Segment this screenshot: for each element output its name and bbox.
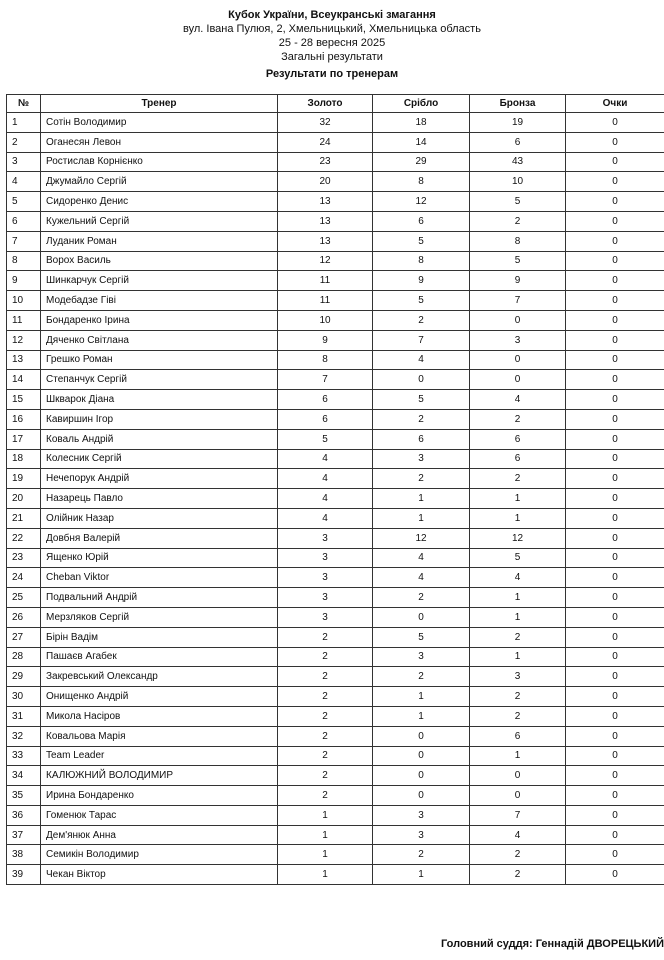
cell-gold: 7: [278, 370, 373, 390]
cell-number: 24: [7, 568, 41, 588]
cell-coach: Довбня Валерій: [41, 528, 278, 548]
cell-points: 0: [566, 390, 664, 410]
cell-bronze: 2: [470, 706, 566, 726]
column-header-number: №: [7, 95, 41, 113]
cell-number: 20: [7, 489, 41, 509]
cell-number: 12: [7, 330, 41, 350]
cell-gold: 2: [278, 786, 373, 806]
cell-points: 0: [566, 726, 664, 746]
cell-bronze: 2: [470, 469, 566, 489]
cell-number: 29: [7, 667, 41, 687]
table-row: [7, 766, 664, 786]
cell-number: 25: [7, 588, 41, 608]
cell-gold: 32: [278, 113, 373, 133]
cell-silver: 0: [373, 370, 470, 390]
table-row: [7, 251, 664, 271]
cell-number: 30: [7, 687, 41, 707]
cell-bronze: 2: [470, 865, 566, 885]
cell-bronze: 43: [470, 152, 566, 172]
cell-points: 0: [566, 528, 664, 548]
cell-coach: Шкварок Діана: [41, 390, 278, 410]
table-row: [7, 330, 664, 350]
cell-coach: Нечепорук Андрій: [41, 469, 278, 489]
cell-gold: 4: [278, 469, 373, 489]
cell-number: 34: [7, 766, 41, 786]
cell-gold: 13: [278, 211, 373, 231]
cell-bronze: 2: [470, 627, 566, 647]
column-header-coach: Тренер: [41, 95, 278, 113]
table-row: [7, 627, 664, 647]
table-row: [7, 845, 664, 865]
cell-number: 35: [7, 786, 41, 806]
cell-gold: 2: [278, 766, 373, 786]
cell-silver: 1: [373, 706, 470, 726]
cell-silver: 4: [373, 350, 470, 370]
cell-bronze: 0: [470, 370, 566, 390]
table-row: [7, 548, 664, 568]
cell-number: 32: [7, 726, 41, 746]
cell-number: 6: [7, 211, 41, 231]
cell-bronze: 0: [470, 786, 566, 806]
cell-gold: 6: [278, 409, 373, 429]
cell-number: 14: [7, 370, 41, 390]
cell-points: 0: [566, 805, 664, 825]
cell-points: 0: [566, 113, 664, 133]
cell-number: 1: [7, 113, 41, 133]
table-row: [7, 805, 664, 825]
cell-silver: 0: [373, 726, 470, 746]
cell-silver: 6: [373, 429, 470, 449]
cell-points: 0: [566, 706, 664, 726]
cell-gold: 1: [278, 805, 373, 825]
cell-silver: 0: [373, 607, 470, 627]
cell-bronze: 10: [470, 172, 566, 192]
cell-points: 0: [566, 825, 664, 845]
cell-gold: 3: [278, 528, 373, 548]
cell-gold: 9: [278, 330, 373, 350]
cell-silver: 18: [373, 113, 470, 133]
cell-number: 22: [7, 528, 41, 548]
cell-coach: Олійник Назар: [41, 508, 278, 528]
table-row: [7, 786, 664, 806]
cell-points: 0: [566, 667, 664, 687]
cell-silver: 2: [373, 310, 470, 330]
cell-silver: 1: [373, 489, 470, 509]
cell-number: 21: [7, 508, 41, 528]
cell-bronze: 2: [470, 687, 566, 707]
event-dates: 25 - 28 вересня 2025: [278, 37, 386, 49]
table-row: [7, 687, 664, 707]
chief-judge: [0, 938, 664, 950]
cell-silver: 1: [373, 508, 470, 528]
cell-points: 0: [566, 865, 664, 885]
table-row: [7, 508, 664, 528]
cell-number: 3: [7, 152, 41, 172]
cell-gold: 3: [278, 568, 373, 588]
cell-coach: Дяченко Світлана: [41, 330, 278, 350]
cell-gold: 1: [278, 865, 373, 885]
cell-points: 0: [566, 409, 664, 429]
cell-number: 18: [7, 449, 41, 469]
cell-gold: 20: [278, 172, 373, 192]
table-row: [7, 152, 664, 172]
cell-bronze: 2: [470, 409, 566, 429]
cell-bronze: 4: [470, 568, 566, 588]
cell-number: 8: [7, 251, 41, 271]
cell-points: 0: [566, 271, 664, 291]
cell-points: 0: [566, 588, 664, 608]
cell-points: 0: [566, 607, 664, 627]
cell-points: 0: [566, 647, 664, 667]
cell-silver: 0: [373, 766, 470, 786]
cell-coach: Луданик Роман: [41, 231, 278, 251]
cell-silver: 3: [373, 449, 470, 469]
table-row: [7, 706, 664, 726]
cell-bronze: 4: [470, 390, 566, 410]
cell-coach: Мерзляков Сергій: [41, 607, 278, 627]
cell-points: 0: [566, 429, 664, 449]
cell-coach: Cheban Viktor: [41, 568, 278, 588]
cell-coach: Кавиршин Ігор: [41, 409, 278, 429]
table-row: [7, 449, 664, 469]
table-row: [7, 271, 664, 291]
cell-coach: Бондаренко Ірина: [41, 310, 278, 330]
cell-gold: 4: [278, 489, 373, 509]
cell-coach: Подвальний Андрій: [41, 588, 278, 608]
table-row: [7, 469, 664, 489]
cell-bronze: 5: [470, 192, 566, 212]
cell-gold: 4: [278, 449, 373, 469]
cell-bronze: 6: [470, 132, 566, 152]
cell-points: 0: [566, 330, 664, 350]
cell-gold: 5: [278, 429, 373, 449]
cell-points: 0: [566, 469, 664, 489]
cell-coach: Степанчук Сергій: [41, 370, 278, 390]
page-subtitle: Результати по тренерам: [265, 68, 399, 80]
cell-number: 37: [7, 825, 41, 845]
cell-number: 5: [7, 192, 41, 212]
cell-points: 0: [566, 746, 664, 766]
table-row: [7, 310, 664, 330]
cell-bronze: 5: [470, 548, 566, 568]
cell-silver: 14: [373, 132, 470, 152]
cell-gold: 10: [278, 310, 373, 330]
cell-coach: Ященко Юрій: [41, 548, 278, 568]
cell-gold: 2: [278, 687, 373, 707]
cell-bronze: 2: [470, 845, 566, 865]
cell-silver: 9: [373, 271, 470, 291]
cell-gold: 2: [278, 647, 373, 667]
cell-coach: Грешко Роман: [41, 350, 278, 370]
cell-bronze: 1: [470, 489, 566, 509]
cell-coach: Модебадзе Гіві: [41, 291, 278, 311]
cell-coach: Чекан Віктор: [41, 865, 278, 885]
cell-gold: 24: [278, 132, 373, 152]
document-header: [0, 8, 664, 81]
table-row: [7, 409, 664, 429]
cell-number: 15: [7, 390, 41, 410]
cell-coach: Джумайло Сергій: [41, 172, 278, 192]
cell-silver: 1: [373, 687, 470, 707]
cell-bronze: 7: [470, 805, 566, 825]
table-row: [7, 746, 664, 766]
cell-points: 0: [566, 449, 664, 469]
cell-gold: 2: [278, 746, 373, 766]
table-row: [7, 291, 664, 311]
cell-coach: Team Leader: [41, 746, 278, 766]
cell-coach: Ворох Василь: [41, 251, 278, 271]
cell-bronze: 12: [470, 528, 566, 548]
cell-silver: 2: [373, 469, 470, 489]
cell-bronze: 1: [470, 508, 566, 528]
cell-coach: Назарець Павло: [41, 489, 278, 509]
table-row: [7, 667, 664, 687]
cell-bronze: 0: [470, 350, 566, 370]
cell-gold: 2: [278, 627, 373, 647]
cell-points: 0: [566, 489, 664, 509]
cell-silver: 0: [373, 746, 470, 766]
cell-silver: 5: [373, 627, 470, 647]
cell-silver: 3: [373, 805, 470, 825]
cell-silver: 5: [373, 291, 470, 311]
cell-gold: 2: [278, 726, 373, 746]
cell-coach: Дем'янюк Анна: [41, 825, 278, 845]
table-row: [7, 865, 664, 885]
cell-number: 36: [7, 805, 41, 825]
cell-gold: 1: [278, 845, 373, 865]
cell-bronze: 8: [470, 231, 566, 251]
cell-bronze: 6: [470, 429, 566, 449]
cell-coach: Пашаєв Агабек: [41, 647, 278, 667]
cell-gold: 6: [278, 390, 373, 410]
cell-silver: 3: [373, 825, 470, 845]
cell-points: 0: [566, 548, 664, 568]
cell-number: 28: [7, 647, 41, 667]
cell-gold: 8: [278, 350, 373, 370]
cell-silver: 29: [373, 152, 470, 172]
cell-coach: Ковальова Марія: [41, 726, 278, 746]
cell-bronze: 2: [470, 211, 566, 231]
cell-silver: 2: [373, 845, 470, 865]
cell-bronze: 6: [470, 449, 566, 469]
results-type: Загальні результати: [281, 51, 383, 63]
cell-bronze: 19: [470, 113, 566, 133]
cell-number: 38: [7, 845, 41, 865]
cell-points: 0: [566, 132, 664, 152]
cell-silver: 2: [373, 667, 470, 687]
table-row: [7, 528, 664, 548]
cell-silver: 4: [373, 568, 470, 588]
cell-number: 39: [7, 865, 41, 885]
cell-gold: 11: [278, 271, 373, 291]
cell-coach: Кужельний Сергій: [41, 211, 278, 231]
table-row: [7, 647, 664, 667]
cell-silver: 12: [373, 528, 470, 548]
table-row: [7, 726, 664, 746]
cell-points: 0: [566, 687, 664, 707]
cell-coach: КАЛЮЖНИЙ ВОЛОДИМИР: [41, 766, 278, 786]
cell-points: 0: [566, 172, 664, 192]
table-row: [7, 370, 664, 390]
cell-number: 19: [7, 469, 41, 489]
cell-number: 13: [7, 350, 41, 370]
cell-points: 0: [566, 291, 664, 311]
cell-gold: 13: [278, 231, 373, 251]
cell-bronze: 4: [470, 825, 566, 845]
table-row: [7, 231, 664, 251]
table-row: [7, 568, 664, 588]
table-row: [7, 132, 664, 152]
cell-bronze: 0: [470, 766, 566, 786]
cell-points: 0: [566, 211, 664, 231]
cell-gold: 3: [278, 588, 373, 608]
cell-coach: Колесник Сергій: [41, 449, 278, 469]
table-row: [7, 211, 664, 231]
cell-points: 0: [566, 845, 664, 865]
table-row: [7, 825, 664, 845]
cell-gold: 3: [278, 548, 373, 568]
cell-number: 17: [7, 429, 41, 449]
cell-number: 27: [7, 627, 41, 647]
cell-coach: Ирина Бондаренко: [41, 786, 278, 806]
cell-silver: 8: [373, 172, 470, 192]
cell-coach: Семикін Володимир: [41, 845, 278, 865]
cell-gold: 2: [278, 667, 373, 687]
cell-coach: Бірін Вадім: [41, 627, 278, 647]
cell-gold: 12: [278, 251, 373, 271]
cell-bronze: 1: [470, 607, 566, 627]
table-header-row: [7, 95, 664, 113]
cell-bronze: 7: [470, 291, 566, 311]
cell-silver: 8: [373, 251, 470, 271]
cell-number: 10: [7, 291, 41, 311]
table-row: [7, 113, 664, 133]
cell-gold: 3: [278, 607, 373, 627]
cell-coach: Сотін Володимир: [41, 113, 278, 133]
cell-number: 11: [7, 310, 41, 330]
cell-coach: Микола Насіров: [41, 706, 278, 726]
cell-number: 7: [7, 231, 41, 251]
cell-points: 0: [566, 192, 664, 212]
cell-bronze: 9: [470, 271, 566, 291]
cell-gold: 4: [278, 508, 373, 528]
cell-bronze: 3: [470, 330, 566, 350]
chief-judge-text: Головний суддя: Геннадій ДВОРЕЦЬКИЙ: [440, 938, 664, 950]
cell-gold: 13: [278, 192, 373, 212]
table-row: [7, 429, 664, 449]
cell-silver: 0: [373, 786, 470, 806]
cell-silver: 7: [373, 330, 470, 350]
table-row: [7, 192, 664, 212]
cell-silver: 2: [373, 588, 470, 608]
column-header-points: Очки: [566, 95, 664, 113]
cell-points: 0: [566, 766, 664, 786]
cell-points: 0: [566, 350, 664, 370]
column-header-silver: Срібло: [373, 95, 470, 113]
cell-number: 31: [7, 706, 41, 726]
cell-coach: Гоменюк Тарас: [41, 805, 278, 825]
cell-silver: 1: [373, 865, 470, 885]
cell-bronze: 6: [470, 726, 566, 746]
cell-bronze: 1: [470, 746, 566, 766]
cell-silver: 3: [373, 647, 470, 667]
table-row: [7, 390, 664, 410]
cell-number: 16: [7, 409, 41, 429]
cell-coach: Ростислав Корнієнко: [41, 152, 278, 172]
cell-points: 0: [566, 251, 664, 271]
cell-gold: 11: [278, 291, 373, 311]
cell-number: 9: [7, 271, 41, 291]
cell-coach: Сидоренко Денис: [41, 192, 278, 212]
cell-coach: Закревський Олександр: [41, 667, 278, 687]
cell-number: 33: [7, 746, 41, 766]
column-header-gold: Золото: [278, 95, 373, 113]
cell-points: 0: [566, 627, 664, 647]
cell-number: 23: [7, 548, 41, 568]
cell-number: 2: [7, 132, 41, 152]
table-row: [7, 489, 664, 509]
cell-gold: 23: [278, 152, 373, 172]
cell-number: 4: [7, 172, 41, 192]
cell-silver: 4: [373, 548, 470, 568]
cell-coach: Коваль Андрій: [41, 429, 278, 449]
cell-coach: Шинкарчук Сергій: [41, 271, 278, 291]
event-address: вул. Івана Пулюя, 2, Хмельницький, Хмельницька область: [183, 23, 481, 35]
cell-silver: 5: [373, 390, 470, 410]
table-row: [7, 588, 664, 608]
cell-points: 0: [566, 786, 664, 806]
cell-bronze: 1: [470, 647, 566, 667]
table-row: [7, 607, 664, 627]
cell-gold: 2: [278, 706, 373, 726]
cell-coach: Оганесян Левон: [41, 132, 278, 152]
cell-bronze: 1: [470, 588, 566, 608]
cell-points: 0: [566, 568, 664, 588]
cell-points: 0: [566, 370, 664, 390]
table-row: [7, 350, 664, 370]
cell-bronze: 5: [470, 251, 566, 271]
cell-bronze: 3: [470, 667, 566, 687]
table-row: [7, 172, 664, 192]
cell-bronze: 0: [470, 310, 566, 330]
cell-points: 0: [566, 231, 664, 251]
cell-points: 0: [566, 508, 664, 528]
column-header-bronze: Бронза: [470, 95, 566, 113]
cell-gold: 1: [278, 825, 373, 845]
cell-silver: 5: [373, 231, 470, 251]
results-table: [6, 94, 664, 885]
cell-coach: Онищенко Андрій: [41, 687, 278, 707]
cell-silver: 12: [373, 192, 470, 212]
cell-points: 0: [566, 152, 664, 172]
cell-points: 0: [566, 310, 664, 330]
cell-number: 26: [7, 607, 41, 627]
cell-silver: 2: [373, 409, 470, 429]
cell-silver: 6: [373, 211, 470, 231]
event-title: Кубок України, Всеукранські змагання: [228, 9, 436, 21]
